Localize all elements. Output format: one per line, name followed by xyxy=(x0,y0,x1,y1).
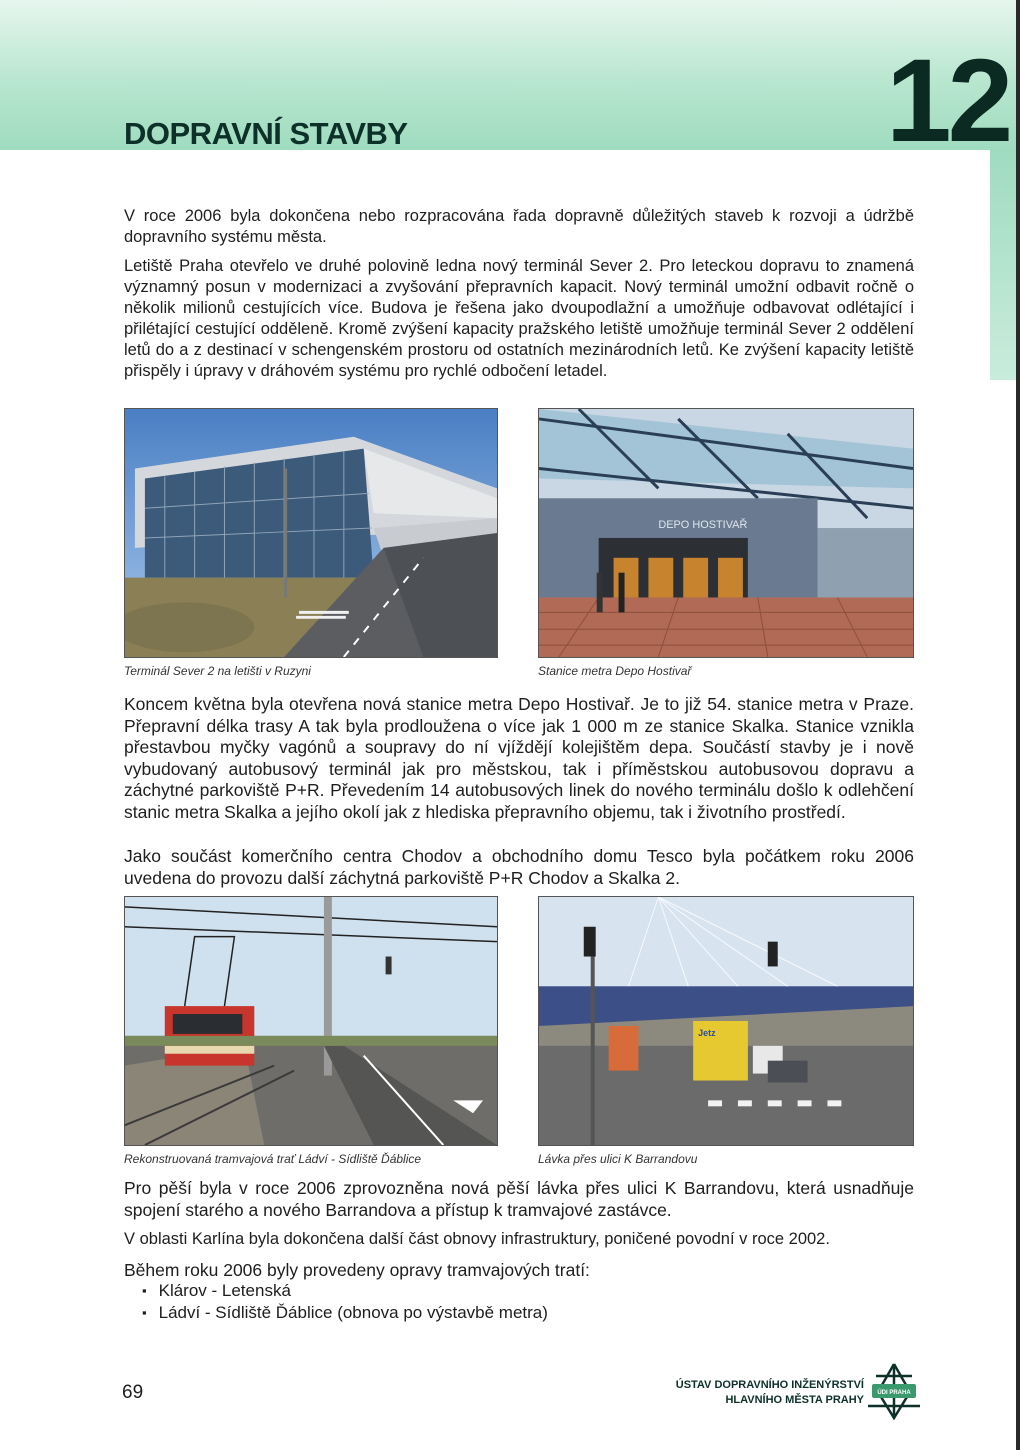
photo-tram-ladvi xyxy=(124,896,498,1146)
paragraph-karlin: V oblasti Karlína byla dokončena další část obnovy infrastruktury, poničené povodní v roce 2002. xyxy=(124,1230,830,1248)
caption-bridge: Lávka přes ulici K Barrandovu xyxy=(538,1152,698,1166)
caption-metro: Stanice metra Depo Hostivař xyxy=(538,664,692,678)
paragraph-metro: Koncem května byla otevřena nová stanice metra Depo Hostivař. Je to již 54. stanice metra v Praze. Přepravní délka trasy A tak byla prodloužena o více jak 1 000 m ze stanice Skalka. Stanice vznikla přestavbou myčky vagónů a soupravy do ní vjíždějí kolejištěm depa. Součástí stavby je i nově vybudovaný autobusový terminál jak pro městskou, tak i příměstskou autobusovou dopravu a záchytné parkoviště P+R. Převedením 14 autobusových linek do nového terminálu došlo k odlehčení stanic metra Skalka a jejího okolí jak z hlediska přepravního objemu, tak i životního prostředí. xyxy=(124,694,914,822)
photo-terminal-sever-2 xyxy=(124,408,498,658)
chapter-title: DOPRAVNÍ STAVBY xyxy=(124,116,408,151)
caption-terminal: Terminál Sever 2 na letišti v Ruzyni xyxy=(124,664,311,678)
metro-sign: DEPO HOSTIVAŘ xyxy=(658,519,748,532)
caption-tram: Rekonstruovaná tramvajová trať Ládví - Sídliště Ďáblice xyxy=(124,1152,422,1166)
organization-line-1: ÚSTAV DOPRAVNÍHO INŽENÝRSTVÍ xyxy=(675,1379,864,1391)
udi-logo xyxy=(864,1362,924,1420)
photo-depo-hostivar xyxy=(538,408,914,658)
header-band-extension xyxy=(990,150,1016,380)
page-number: 69 xyxy=(122,1382,144,1403)
paragraph-airport: Letiště Praha otevřelo ve druhé polovině ledna nový terminál Sever 2. Pro leteckou dopravu to znamená významný posun v modernizaci a zvyšování přepravních kapacit. Nový terminál umožní odbavit ročně o několik milionů cestujících více. Budova je řešena jako dvoupodlažní a umožňuje odbavovat odlétající i přilétající cestující odděleně. Kromě zvýšení kapacity pražského letiště umožňuje terminál Sever 2 oddělení letů do a z destinací v schengenském prostoru od ostatních mezinárodních letů. Ke zvýšení kapacity letiště přispěly i úpravy v dráhovém systému pro rychlé odbočení letadel. xyxy=(124,257,914,380)
paragraph-footbridge: Pro pěší byla v roce 2006 zprovozněna nová pěší lávka přes ulici K Barrandovu, která usnadňuje spojení starého a nového Barrandova a přístup k tramvajové zastávce. xyxy=(124,1178,914,1220)
paragraph-chodov: Jako součást komerčního centra Chodov a obchodního domu Tesco byla počátkem roku 2006 uvedena do provozu další záchytná parkoviště P+R Chodov a Skalka 2. xyxy=(124,846,914,888)
chapter-number: 12 xyxy=(886,35,1010,167)
photo-lavka-barrandov xyxy=(538,896,914,1146)
organization-name xyxy=(676,1378,864,1408)
organization-line-2: HLAVNÍHO MĚSTA PRAHY xyxy=(725,1394,864,1406)
paragraph-intro: V roce 2006 byla dokončena nebo rozpracována řada dopravně důležitých staveb k rozvoji a údržbě dopravního systému města. xyxy=(124,207,914,246)
list-item: ▪ Ládví - Sídliště Ďáblice (obnova po výstavbě metra) xyxy=(142,1302,548,1324)
list-item: ▪ Klárov - Letenská xyxy=(142,1280,548,1302)
logo-text: ÚDI PRAHA xyxy=(877,1390,911,1396)
tram-repairs-list xyxy=(142,1280,548,1324)
page-edge xyxy=(1016,0,1020,1450)
paragraph-tram-intro: Během roku 2006 byly provedeny opravy tramvajových tratí: xyxy=(124,1260,590,1280)
truck-sign: Jetz xyxy=(698,1027,716,1038)
